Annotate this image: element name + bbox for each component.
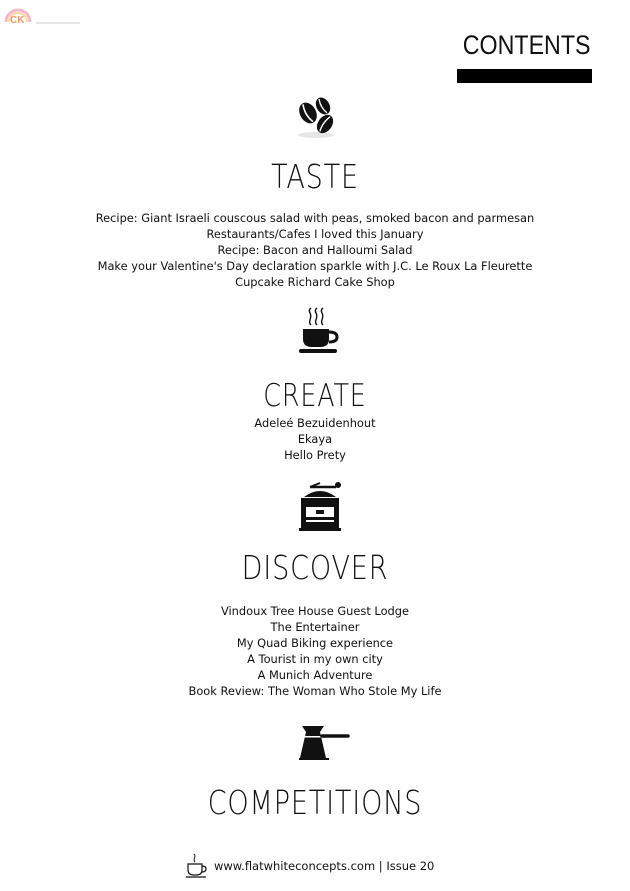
list-item[interactable]: My Quad Biking experience bbox=[236, 636, 394, 650]
logo-text: CK bbox=[10, 15, 25, 26]
list-item[interactable]: A Munich Adventure bbox=[257, 668, 373, 682]
list-item[interactable]: Book Review: The Woman Who Stole My Life bbox=[188, 684, 442, 698]
coffee-cup-icon bbox=[298, 307, 340, 357]
discover-list bbox=[0, 603, 630, 699]
section-title-create: CREATE bbox=[263, 378, 367, 414]
title-underline-bar bbox=[457, 69, 592, 83]
list-item[interactable]: Recipe: Bacon and Halloumi Salad bbox=[217, 243, 413, 257]
coffee-beans-icon bbox=[292, 95, 340, 139]
page-title: CONTENTS bbox=[462, 30, 590, 60]
coffee-grinder-icon bbox=[298, 479, 344, 531]
list-item[interactable]: Vindoux Tree House Guest Lodge bbox=[220, 604, 410, 618]
create-list bbox=[0, 415, 630, 463]
list-item[interactable]: The Entertainer bbox=[270, 620, 360, 634]
coffee-pot-icon bbox=[298, 722, 352, 762]
list-item[interactable]: Cupcake Richard Cake Shop bbox=[235, 275, 395, 289]
section-title-competitions: COMPETITIONS bbox=[207, 783, 423, 822]
footer-text[interactable]: www.flatwhiteconcepts.com | Issue 20 bbox=[214, 859, 435, 873]
section-title-discover: DISCOVER bbox=[241, 548, 389, 587]
section-title-taste: TASTE bbox=[271, 157, 359, 196]
footer bbox=[186, 852, 434, 880]
steaming-cup-icon bbox=[186, 853, 208, 879]
list-item[interactable]: Hello Prety bbox=[284, 448, 346, 462]
list-item[interactable]: Make your Valentine's Day declaration sparkle with J.C. Le Roux La Fleurette bbox=[97, 259, 533, 273]
list-item[interactable]: Ekaya bbox=[297, 432, 333, 446]
taste-list bbox=[0, 210, 630, 290]
list-item[interactable]: Recipe: Giant Israeli couscous salad with peas, smoked bacon and parmesan bbox=[95, 211, 535, 225]
list-item[interactable]: Adeleé Bezuidenhout bbox=[254, 416, 376, 430]
list-item[interactable]: A Tourist in my own city bbox=[247, 652, 383, 666]
logo bbox=[2, 4, 82, 26]
list-item[interactable]: Restaurants/Cafes I loved this January bbox=[206, 227, 424, 241]
